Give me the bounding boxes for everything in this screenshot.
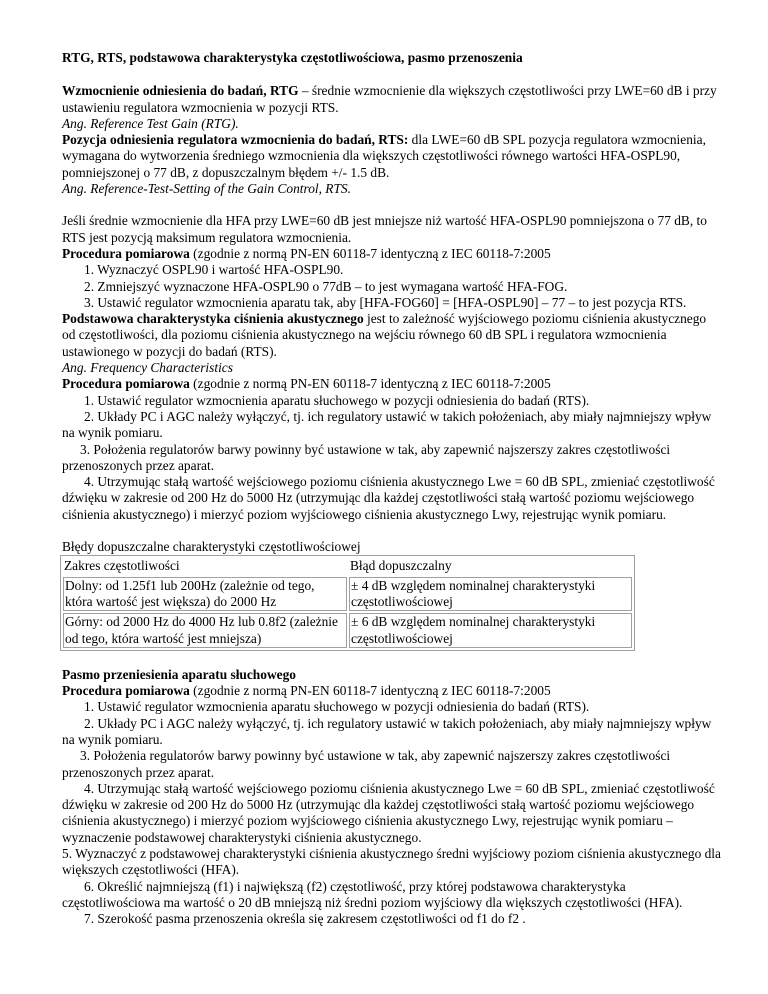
- bandwidth-procedure-heading: [62, 683, 722, 699]
- procedure1-norm: (zgodnie z normą PN-EN 60118-7 identyczną z IEC 60118-7:2005: [189, 245, 551, 261]
- bandwidth-norm: (zgodnie z normą PN-EN 60118-7 identyczną z IEC 60118-7:2005: [189, 683, 551, 699]
- bandwidth-step: 1. Ustawić regulator wzmocnienia aparatu słuchowego w pozycji odniesienia do badań (RTS).: [84, 699, 590, 715]
- rtg-definition: [62, 83, 722, 116]
- rts-definition: [62, 132, 722, 181]
- table-header-cell: Zakres częstotliwości: [64, 558, 180, 574]
- procedure2-step: 2. Układy PC i AGC należy wyłączyć, tj. ich regulatory ustawić w takich położeniach, aby miały najmniejszy wpływ na wynik pomiaru.: [62, 408, 712, 441]
- table-cell: ± 6 dB względem nominalnej charakterystyki częstotliwościowej: [349, 613, 632, 648]
- rtg-term: Wzmocnienie odniesienia do badań, RTG: [62, 83, 299, 99]
- freq-char-definition-text: jest to zależność wyjściowego poziomu ciśnienia akustycznego od częstotliwości, dla poziomu ciśnienia akustycznego na wejściu równego 60 dB SPL i regulatora wzmocnienia ustawionego w pozycji do badań (RTS).: [62, 311, 707, 359]
- procedure1-heading: [62, 246, 722, 262]
- procedure1-step: 1. Wyznaczyć OSPL90 i wartość HFA-OSPL90.: [84, 262, 344, 278]
- bandwidth-heading: Pasmo przeniesienia aparatu słuchowego: [62, 666, 296, 682]
- procedure1-step: 3. Ustawić regulator wzmocnienia aparatu tak, aby [HFA-FOG60] = [HFA-OSPL90] – 77 – to jest pozycja RTS.: [84, 294, 687, 310]
- document-title: RTG, RTS, podstawowa charakterystyka częstotliwościowa, pasmo przenoszenia: [62, 50, 523, 65]
- bandwidth-step: 7. Szerokość pasma przenoszenia określa się zakresem częstotliwości od f1 do f2 .: [84, 911, 526, 927]
- procedure2-heading: [62, 376, 722, 392]
- error-table: [60, 555, 635, 650]
- freq-char-definition: [62, 311, 722, 360]
- table-header-row: [63, 558, 632, 574]
- document-page: [62, 50, 722, 928]
- table-row: [63, 613, 632, 648]
- table-row: [63, 577, 632, 612]
- procedure2-label: Procedura pomiarowa: [62, 376, 190, 392]
- table-cell: Górny: od 2000 Hz do 4000 Hz lub 0.8f2 (zależnie od tego, która wartość jest mniejsza): [63, 613, 347, 648]
- procedure2-norm: (zgodnie z normą PN-EN 60118-7 identyczną z IEC 60118-7:2005: [189, 376, 551, 392]
- procedure1-label: Procedura pomiarowa: [62, 245, 190, 261]
- table-header-cell: Błąd dopuszczalny: [350, 558, 452, 574]
- procedure2-step: 1. Ustawić regulator wzmocnienia aparatu słuchowego w pozycji odniesienia do badań (RTS).: [84, 392, 590, 408]
- bandwidth-step: 6. Określić najmniejszą (f1) i największą (f2) częstotliwość, przy której podstawowa charakterystyka częstotliwościowa ma wartość o 20 dB mniejszą niż średni poziom wyjściowy dla większych częstotliwości (HFA).: [62, 878, 683, 910]
- bandwidth-step: 5. Wyznaczyć z podstawowej charakterystyki ciśnienia akustycznego średni wyjściowy poziom ciśnienia akustycznego dla większych częstotliwości (HFA).: [62, 846, 721, 878]
- rtg-english: Ang. Reference Test Gain (RTG).: [62, 115, 239, 131]
- procedure2-step: 3. Położenia regulatorów barwy powinny być ustawione w tak, aby zapewnić najszerszy zakres częstotliwości przenoszonych przez aparat.: [62, 441, 671, 473]
- bandwidth-label: Procedura pomiarowa: [62, 683, 190, 699]
- bandwidth-step: 2. Układy PC i AGC należy wyłączyć, tj. ich regulatory ustawić w takich położeniach, aby miały najmniejszy wpływ na wynik pomiaru.: [62, 715, 712, 747]
- procedure2-step: 4. Utrzymując stałą wartość wejściowego poziomu ciśnienia akustycznego Lwe = 60 dB SPL, zmieniać częstotliwość dźwięku w zakresie od 200 Hz do 5000 Hz (utrzymując dla każdej częstotliwości stałą wartość poziomu wejściowego ciśnienia akustycznego) i mierzyć poziom wyjściowego ciśnienia akustycznego Lwy, rejestrując wynik pomiaru.: [62, 474, 715, 522]
- table-cell: Dolny: od 1.25f1 lub 200Hz (zależnie od tego, która wartość jest większa) do 2000 Hz: [63, 577, 347, 612]
- table-caption: Błędy dopuszczalne charakterystyki częstotliwościowej: [62, 539, 361, 555]
- freq-char-term: Podstawowa charakterystyka ciśnienia akustycznego: [62, 311, 364, 327]
- rts-english: Ang. Reference-Test-Setting of the Gain Control, RTS.: [62, 181, 351, 197]
- rts-note: Jeśli średnie wzmocnienie dla HFA przy LWE=60 dB jest mniejsze niż wartość HFA-OSPL90 pomniejszona o 77 dB, to RTS jest pozycją maksimum regulatora wzmocnienia.: [62, 213, 707, 245]
- freq-char-english: Ang. Frequency Characteristics: [62, 360, 233, 376]
- rts-definition-text: dla LWE=60 dB SPL pozycja regulatora wzmocnienia, wymagana do wytworzenia średniego wzmocnienia dla większych częstotliwości równego wartości HFA-OSPL90, pomniejszonej o 77 dB, z dopuszczalnym błędem +/- 1.5 dB.: [62, 132, 706, 180]
- rts-term: Pozycja odniesienia regulatora wzmocnienia do badań, RTS:: [62, 132, 409, 148]
- bandwidth-step: 3. Położenia regulatorów barwy powinny być ustawione w tak, aby zapewnić najszerszy zakres częstotliwości przenoszonych przez aparat.: [62, 748, 671, 780]
- table-cell: ± 4 dB względem nominalnej charakterystyki częstotliwościowej: [349, 577, 632, 612]
- bandwidth-step: 4. Utrzymując stałą wartość wejściowego poziomu ciśnienia akustycznego Lwe = 60 dB SPL, zmieniać częstotliwość dźwięku w zakresie od 200 Hz do 5000 Hz (utrzymując dla każdej częstotliwości stałą wartość poziomu wejściowego ciśnienia akustycznego) i mierzyć poziom wyjściowego ciśnienia akustycznego Lwy, rejestrując wynik pomiaru – wyznaczenie podstawowej charakterystyki ciśnienia akustycznego.: [62, 780, 715, 845]
- procedure1-step: 2. Zmniejszyć wyznaczone HFA-OSPL90 o 77dB – to jest wymagana wartość HFA-FOG.: [84, 278, 568, 294]
- rtg-definition-text: – średnie wzmocnienie dla większych częstotliwości przy LWE=60 dB i przy ustawieniu regulatora wzmocnienia w pozycji RTS.: [62, 83, 717, 115]
